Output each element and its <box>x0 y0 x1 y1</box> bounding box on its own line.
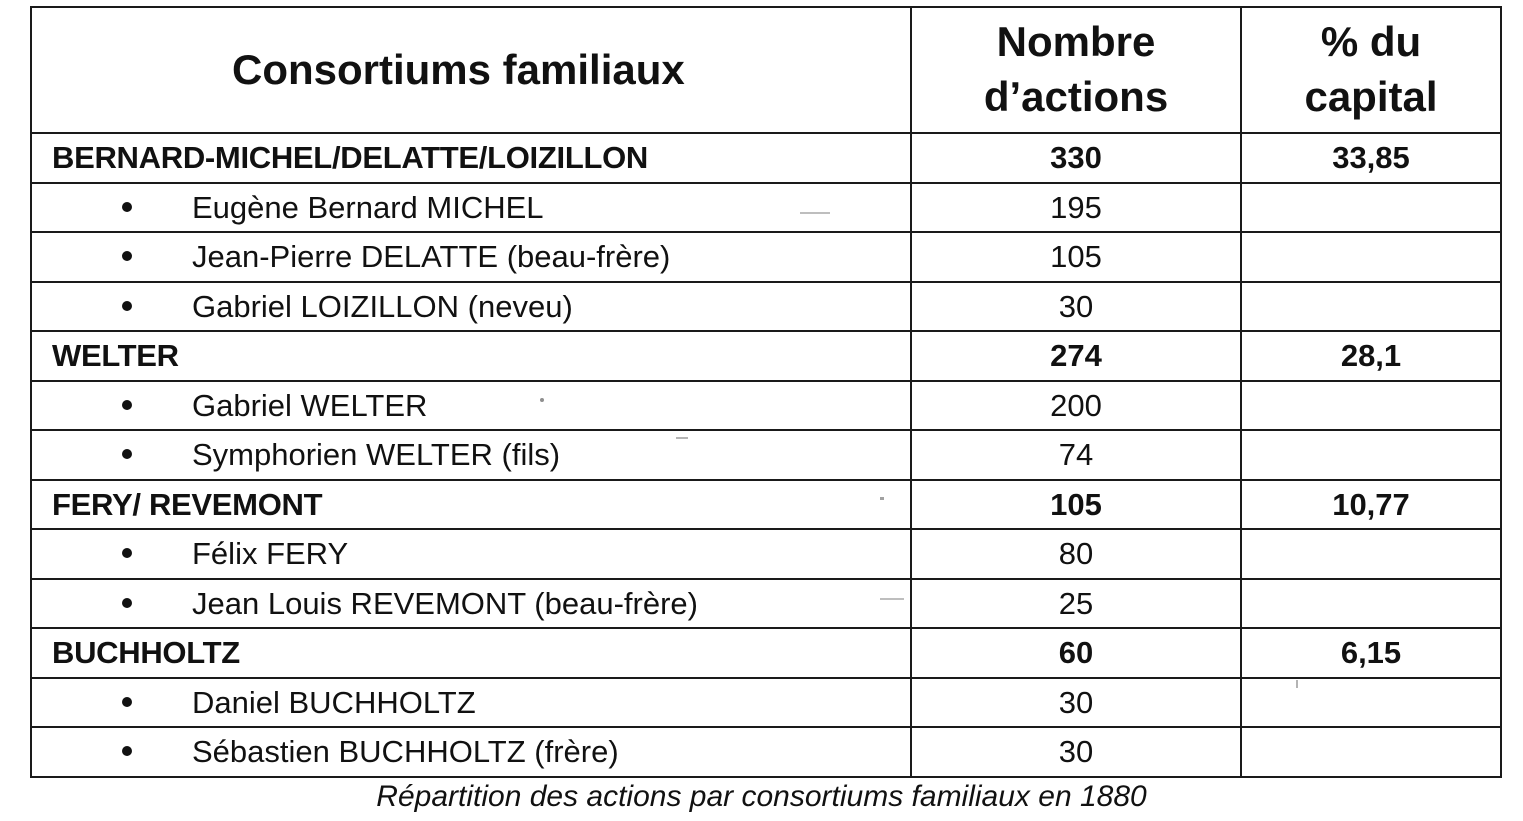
bullet-icon <box>122 202 132 212</box>
scan-speck <box>880 497 884 500</box>
member-name: Jean Louis REVEMONT (beau-frère) <box>192 585 698 621</box>
bullet-icon <box>122 251 132 261</box>
header-row <box>31 7 1501 133</box>
member-shares: 74 <box>911 430 1241 480</box>
member-name: Gabriel WELTER <box>192 387 428 423</box>
member-shares: 80 <box>911 529 1241 579</box>
member-cell <box>31 529 911 579</box>
member-name: Félix FERY <box>192 536 349 572</box>
header-capital-percent <box>1241 7 1501 133</box>
member-name: Eugène Bernard MICHEL <box>192 189 544 225</box>
member-cell <box>31 381 911 431</box>
member-percent-empty <box>1241 579 1501 629</box>
group-row <box>31 133 1501 183</box>
group-name: BUCHHOLTZ <box>31 628 911 678</box>
member-cell <box>31 579 911 629</box>
member-cell <box>31 183 911 233</box>
member-row <box>31 678 1501 728</box>
member-shares: 30 <box>911 678 1241 728</box>
scan-speck <box>1296 680 1298 688</box>
member-cell <box>31 282 911 332</box>
group-name: BERNARD-MICHEL/DELATTE/LOIZILLON <box>31 133 911 183</box>
header-capital-percent-line2: capital <box>1304 73 1438 120</box>
group-name: WELTER <box>31 331 911 381</box>
header-share-count-line1: Nombre <box>996 18 1156 66</box>
header-consortiums: Consortiums familiaux <box>31 7 911 133</box>
scan-speck <box>676 437 688 439</box>
member-name: Daniel BUCHHOLTZ <box>192 684 476 720</box>
scan-speck <box>880 598 904 600</box>
member-percent-empty <box>1241 727 1501 777</box>
member-shares: 25 <box>911 579 1241 629</box>
group-shares: 274 <box>911 331 1241 381</box>
member-percent-empty <box>1241 529 1501 579</box>
scan-speck <box>540 398 544 402</box>
member-row <box>31 183 1501 233</box>
member-row <box>31 381 1501 431</box>
group-shares: 60 <box>911 628 1241 678</box>
group-percent: 28,1 <box>1241 331 1501 381</box>
member-name: Jean-Pierre DELATTE (beau-frère) <box>192 239 671 275</box>
header-capital-percent-line1: % du <box>1320 18 1422 66</box>
group-shares: 330 <box>911 133 1241 183</box>
member-cell <box>31 678 911 728</box>
bullet-icon <box>122 746 132 756</box>
header-share-count <box>911 7 1241 133</box>
bullet-icon <box>122 449 132 459</box>
bullet-icon <box>122 301 132 311</box>
group-row <box>31 628 1501 678</box>
member-percent-empty <box>1241 232 1501 282</box>
group-row <box>31 480 1501 530</box>
table-caption: Répartition des actions par consortiums familiaux en 1880 <box>376 780 1147 813</box>
member-row <box>31 579 1501 629</box>
member-shares: 200 <box>911 381 1241 431</box>
bullet-icon <box>122 548 132 558</box>
shareholding-table <box>30 6 1502 778</box>
bullet-icon <box>122 697 132 707</box>
member-percent-empty <box>1241 282 1501 332</box>
member-percent-empty <box>1241 678 1501 728</box>
group-percent: 33,85 <box>1241 133 1501 183</box>
member-row <box>31 529 1501 579</box>
member-shares: 30 <box>911 727 1241 777</box>
member-name: Sébastien BUCHHOLTZ (frère) <box>192 734 619 770</box>
group-percent: 10,77 <box>1241 480 1501 530</box>
member-percent-empty <box>1241 430 1501 480</box>
member-name: Gabriel LOIZILLON (neveu) <box>192 288 573 324</box>
member-row <box>31 430 1501 480</box>
member-shares: 105 <box>911 232 1241 282</box>
member-row <box>31 282 1501 332</box>
scan-speck <box>800 212 830 214</box>
group-row <box>31 331 1501 381</box>
group-shares: 105 <box>911 480 1241 530</box>
header-share-count-line2: d’actions <box>983 73 1169 120</box>
bullet-icon <box>122 400 132 410</box>
member-row <box>31 727 1501 777</box>
member-row <box>31 232 1501 282</box>
bullet-icon <box>122 598 132 608</box>
member-name: Symphorien WELTER (fils) <box>192 437 561 473</box>
member-cell <box>31 430 911 480</box>
group-name: FERY/ REVEMONT <box>31 480 911 530</box>
member-shares: 195 <box>911 183 1241 233</box>
member-percent-empty <box>1241 381 1501 431</box>
member-shares: 30 <box>911 282 1241 332</box>
group-percent: 6,15 <box>1241 628 1501 678</box>
member-cell <box>31 727 911 777</box>
member-percent-empty <box>1241 183 1501 233</box>
member-cell <box>31 232 911 282</box>
